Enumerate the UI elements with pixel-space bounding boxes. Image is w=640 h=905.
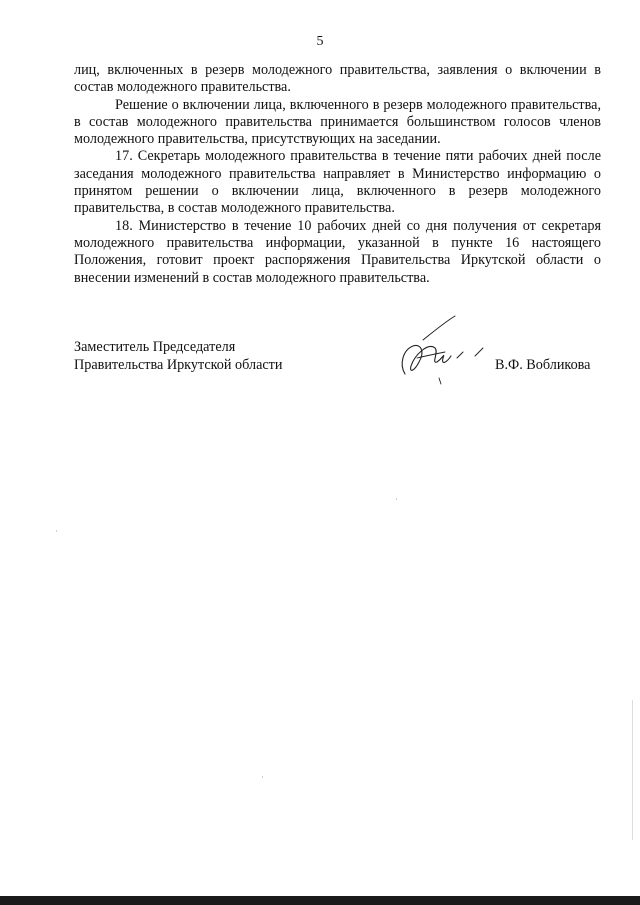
paragraph-continuation: лиц, включенных в резерв молодежного правительства, заявления о включении в состав молодежного правительства. [74, 62, 601, 96]
signatory-title-line-1: Заместитель Председателя [74, 339, 236, 355]
paragraph-decision: Решение о включении лица, включенного в резерв молодежного правительства, в состав молодежного правительства принимается большинством голосов членов молодежного правительства, присутствующих на заседании. [74, 96, 601, 148]
handwritten-signature [395, 312, 490, 392]
scan-artifact [262, 776, 263, 778]
signatory-name: В.Ф. Вобликова [495, 357, 591, 373]
scan-artifact [632, 700, 633, 840]
scan-artifact [56, 530, 57, 532]
signatory-title-line-2: Правительства Иркутской области [74, 357, 283, 373]
paragraph-item-17: 17. Секретарь молодежного правительства в течение пяти рабочих дней после заседания молодежного правительства направляет в Министерство информацию о принятом решении о включении лица, включенного в резерв молодежного правительства, в состав молодежного правительства. [74, 148, 601, 217]
scan-bottom-edge [0, 896, 640, 905]
page-number: 5 [316, 34, 324, 49]
document-body [74, 62, 601, 287]
paragraph-item-18: 18. Министерство в течение 10 рабочих дней со дня получения от секретаря молодежного правительства информации, указанной в пункте 16 настоящего Положения, готовит проект распоряжения Правительства Иркутской области о внесении изменений в состав молодежного правительства. [74, 217, 601, 286]
scan-artifact [396, 498, 397, 500]
signatory-title [74, 338, 282, 374]
